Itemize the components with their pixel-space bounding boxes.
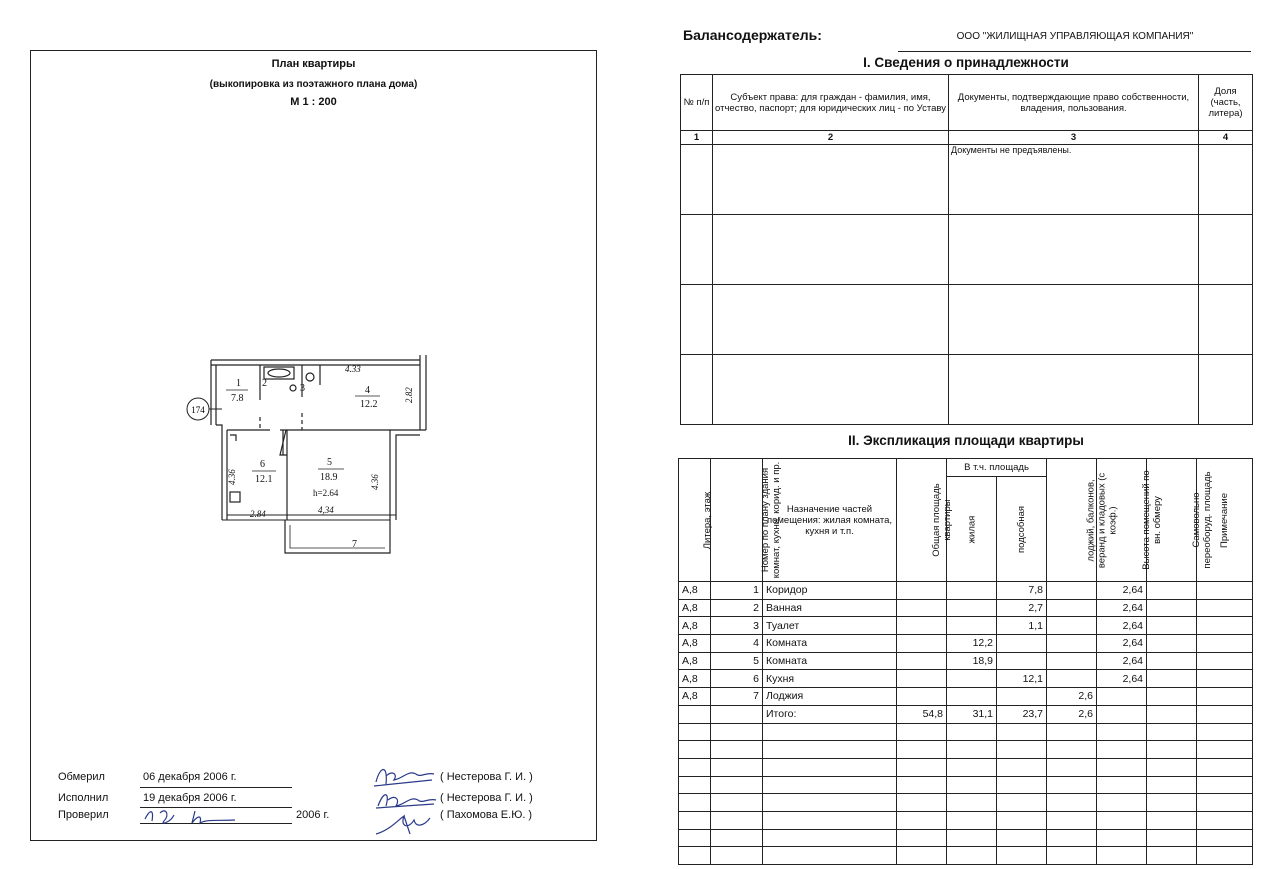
header-height: Высота помещений по вн. обмеру [1141,470,1163,570]
cell-num: 1 [711,582,763,600]
area-row [679,635,1253,653]
cell-height: 2,64 [1097,670,1147,688]
cell-height: 2,64 [1097,582,1147,600]
executed-date: 19 декабря 2006 г. [143,792,237,804]
cell-name: Итого: [763,705,897,723]
cell-num: 3 [711,617,763,635]
cell-note [1197,582,1253,600]
header-number: № п/п [681,75,713,131]
cell-aux: 12,1 [997,670,1047,688]
header-loggia: лоджий, балконов, веранд и кладовых (с коэф.) [1085,472,1119,568]
ownership-row [681,145,1253,215]
documents-note: Документы не предъявлены. [949,145,1199,215]
cell-name: Комната [763,635,897,653]
ownership-header-row [681,75,1253,131]
checked-label: Проверил [58,809,109,821]
ownership-row [681,215,1253,285]
cell-living [947,582,997,600]
cell-loggia [1047,652,1097,670]
col-num-1: 1 [681,131,713,145]
cell-living: 18,9 [947,652,997,670]
area-row [679,617,1253,635]
cell-total [897,599,947,617]
cell-height: 2,64 [1097,635,1147,653]
floor-plan [180,355,440,560]
measured-person: ( Нестерова Г. И. ) [440,771,533,783]
dim-left-kitchen: 4.36 [227,469,237,485]
cell-name: Коридор [763,582,897,600]
col-num-3: 3 [949,131,1199,145]
cell-note [1197,688,1253,706]
dim-right-room: 4.36 [370,474,380,490]
header-living: жилая [965,515,977,543]
area-empty-row [679,847,1253,865]
room-6-number: 6 [260,459,265,470]
header-total-area: Общая площадь квартиры [931,483,953,557]
room-1-number: 1 [236,378,241,389]
area-header-row [679,459,1253,477]
area-row [679,599,1253,617]
room-5-height: h=2.64 [313,488,339,498]
section2-title: II. Экспликация площади квартиры [848,433,1084,448]
cell-total [897,582,947,600]
cell-note [1197,670,1253,688]
executed-label: Исполнил [58,792,109,804]
cell-name: Лоджия [763,688,897,706]
room-5-area: 18.9 [320,472,338,483]
cell-living [947,688,997,706]
room-5-number: 5 [327,457,332,468]
cell-name: Комната [763,652,897,670]
signature-scribbles [370,760,440,840]
area-empty-row [679,776,1253,794]
header-share: Доля (часть, литера) [1199,75,1253,131]
area-table [678,458,1253,865]
room-4-area: 12.2 [360,399,378,410]
cell-loggia [1047,670,1097,688]
plan-subtitle: (выкопировка из поэтажного плана дома) [209,79,418,90]
room-1-area: 7.8 [231,393,244,404]
area-empty-row [679,741,1253,759]
room-7-number: 7 [352,539,357,550]
cell-total [897,670,947,688]
area-empty-row [679,829,1253,847]
cell-total [897,617,947,635]
dim-top: 4.33 [345,364,361,374]
cell-total: 54,8 [897,705,947,723]
room-2-number: 2 [262,378,267,389]
cell-note [1197,617,1253,635]
cell-loggia [1047,599,1097,617]
cell-living [947,617,997,635]
checked-year: 2006 г. [296,809,330,821]
cell-aux [997,688,1047,706]
area-row [679,705,1253,723]
cell-name: Туалет [763,617,897,635]
ownership-table [680,74,1253,425]
cell-height: 2,64 [1097,652,1147,670]
cell-aux: 7,8 [997,582,1047,600]
owner-underline [898,51,1251,52]
cell-loggia [1047,582,1097,600]
cell-selfmade [1147,688,1197,706]
cell-selfmade [1147,635,1197,653]
header-purpose: Назначение частей помещения: жилая комната, кухня и т.п. [763,459,897,582]
cell-loggia [1047,635,1097,653]
header-subject: Субъект права: для граждан - фамилия, имя, отчество, паспорт; для юридических лиц - по Уставу [713,75,949,131]
cell-loggia: 2,6 [1047,705,1097,723]
header-litera: Литера, этаж [702,491,714,549]
area-row [679,582,1253,600]
cell-aux: 23,7 [997,705,1047,723]
header-documents: Документы, подтверждающие право собственности, владения, пользования. [949,75,1199,131]
cell-num: 2 [711,599,763,617]
cell-num: 4 [711,635,763,653]
cell-selfmade [1147,582,1197,600]
cell-aux: 2,7 [997,599,1047,617]
plan-title: План квартиры [271,58,356,70]
dim-right: 2.82 [404,387,414,403]
area-row [679,652,1253,670]
plan-scale: М 1 : 200 [290,96,337,108]
executed-person: ( Нестерова Г. И. ) [440,792,533,804]
cell-name: Кухня [763,670,897,688]
cell-living: 31,1 [947,705,997,723]
area-empty-row [679,758,1253,776]
cell-num: 6 [711,670,763,688]
handwritten-date-scribble [140,805,240,827]
header-plan-number: Номер по плану здания комнат, кухни, корид. и пр. [760,461,782,579]
cell-note [1197,705,1253,723]
area-empty-row [679,794,1253,812]
dim-bottom-kitchen: 2.84 [250,509,266,519]
measured-line [140,787,292,788]
cell-aux: 1,1 [997,617,1047,635]
cell-litera [679,705,711,723]
cell-note [1197,599,1253,617]
building-number: 174 [191,405,205,415]
cell-num: 5 [711,652,763,670]
cell-litera: А,8 [679,670,711,688]
area-empty-row [679,811,1253,829]
area-row [679,670,1253,688]
cell-litera: А,8 [679,617,711,635]
col-num-2: 2 [713,131,949,145]
cell-height [1097,705,1147,723]
cell-total [897,688,947,706]
cell-aux [997,635,1047,653]
cell-aux [997,652,1047,670]
cell-selfmade [1147,705,1197,723]
header-selfmade: Самовольно переоборуд. площадь [1191,471,1213,569]
cell-loggia [1047,617,1097,635]
cell-selfmade [1147,617,1197,635]
room-3-number: 3 [300,383,305,394]
cell-height: 2,64 [1097,599,1147,617]
checked-person: ( Пахомова Е.Ю. ) [440,809,533,821]
cell-selfmade [1147,652,1197,670]
cell-loggia: 2,6 [1047,688,1097,706]
cell-selfmade [1147,670,1197,688]
measured-label: Обмерил [58,771,105,783]
cell-height: 2,64 [1097,617,1147,635]
cell-litera: А,8 [679,652,711,670]
cell-litera: А,8 [679,688,711,706]
section1-title: I. Сведения о принадлежности [863,55,1069,70]
header-incl-area: В т.ч. площадь [947,459,1047,477]
dim-bottom-room: 4,34 [318,505,334,515]
cell-num: 7 [711,688,763,706]
cell-living [947,670,997,688]
header-aux: подсобная [1016,505,1027,553]
owner-value: ООО "ЖИЛИЩНАЯ УПРАВЛЯЮЩАЯ КОМПАНИЯ" [956,31,1194,42]
owner-label: Балансодержатель: [683,27,822,43]
cell-living [947,599,997,617]
cell-litera: А,8 [679,635,711,653]
ownership-row [681,285,1253,355]
room-6-area: 12.1 [255,474,273,485]
room-4-number: 4 [365,385,370,396]
header-note: Примечание [1219,492,1230,548]
col-num-4: 4 [1199,131,1253,145]
cell-living: 12,2 [947,635,997,653]
cell-height [1097,688,1147,706]
area-empty-row [679,723,1253,741]
measured-date: 06 декабря 2006 г. [143,771,237,783]
area-row [679,688,1253,706]
cell-litera: А,8 [679,599,711,617]
cell-name: Ванная [763,599,897,617]
cell-note [1197,652,1253,670]
cell-selfmade [1147,599,1197,617]
cell-num [711,705,763,723]
cell-note [1197,635,1253,653]
cell-litera: А,8 [679,582,711,600]
ownership-numbers-row [681,131,1253,145]
cell-total [897,635,947,653]
ownership-row [681,355,1253,425]
cell-total [897,652,947,670]
